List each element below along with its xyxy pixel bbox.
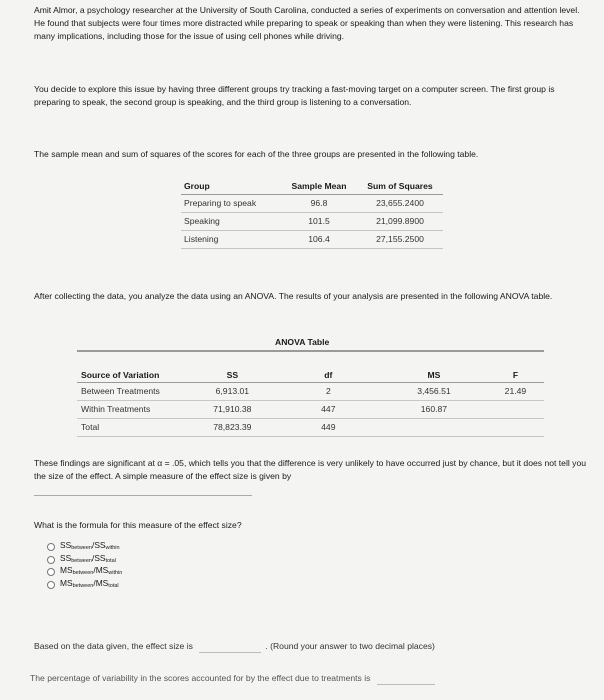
cell-source: Total [77,419,189,437]
intro-text-1: Amit Almor, a psychology researcher at the University of South Carolina, conducted a series of experiments on conversation and attention level. He found that subjects were four times more distracted while preparing to speak or speaking than when they were listening. This research has many implications, including those for the issue of using cell phones while driving. [34,5,580,41]
cell-f: 21.49 [487,383,544,401]
col-df: df [276,351,381,383]
radio-button[interactable] [47,568,55,576]
col-ss: SS [189,351,276,383]
option-label: $SS_{between}/SS_{total}$ [60,552,116,564]
formula-options [47,541,122,591]
cell-source: Between Treatments [77,383,189,401]
cell-group: Listening [181,231,281,249]
radio-button[interactable] [47,581,55,589]
intro-paragraph-3 [34,148,590,161]
cell-ms: 3,456.51 [381,383,487,401]
col-source: Source of Variation [77,351,189,383]
cell-ss: 71,910.38 [189,401,276,419]
cell-ms: 160.87 [381,401,487,419]
table-row [181,231,443,249]
effect-size-measure-dropdown[interactable] [34,485,252,496]
table-row [77,383,544,401]
cell-f [487,401,544,419]
percentage-label: The percentage of variability in the scores accounted for by the effect due to treatments is [30,673,371,683]
table-row [77,401,544,419]
table-row [181,195,443,213]
significance-body: These findings are significant at α = .05, which tells you that the difference is very unlikely to have occurred just by chance, but it does not tell you the size of the effect. A simple measure of the effect size is given by [34,458,587,481]
col-sample-mean: Sample Mean [281,178,357,195]
percentage-input[interactable] [377,673,435,685]
effect-size-input[interactable] [199,641,261,653]
percentage-line [30,672,439,685]
cell-ss: 21,099.8900 [357,213,443,231]
anova-table [77,350,544,437]
option-ms-between-total[interactable] [47,579,122,591]
cell-ss: 78,823.39 [189,419,276,437]
col-group: Group [181,178,281,195]
cell-df: 447 [276,401,381,419]
cell-group: Preparing to speak [181,195,281,213]
option-label: $SS_{between}/SS_{within}$ [60,540,120,551]
effect-size-label: Based on the data given, the effect size is [34,641,193,651]
cell-ss: 27,155.2500 [357,231,443,249]
formula-question: What is the formula for this measure of the effect size? [34,520,242,530]
cell-df: 2 [276,383,381,401]
intro-text-3: The sample mean and sum of squares of the scores for each of the three groups are presented in the following table. [34,149,479,159]
cell-source: Within Treatments [77,401,189,419]
anova-intro-paragraph [34,290,590,303]
effect-size-hint: . (Round your answer to two decimal places) [265,641,435,651]
table-header-row [181,178,443,195]
col-sum-of-squares: Sum of Squares [357,178,443,195]
significance-paragraph [34,457,590,496]
effect-size-line [34,640,435,653]
cell-mean: 101.5 [281,213,357,231]
intro-paragraph-1 [34,4,590,43]
cell-mean: 106.4 [281,231,357,249]
cell-ss: 6,913.01 [189,383,276,401]
option-label: $MS_{between}/MS_{total}$ [60,577,119,589]
cell-ms [381,419,487,437]
group-stats-table [181,178,443,249]
col-f: F [487,351,544,383]
intro-text-2: You decide to explore this issue by having three different groups try tracking a fast-moving target on a computer screen. The first group is preparing to speak, the second group is speaking, and the third group is listening to a conversation. [34,84,555,107]
intro-paragraph-2 [34,83,590,109]
cell-df: 449 [276,419,381,437]
anova-table-title: ANOVA Table [275,337,330,347]
cell-mean: 96.8 [281,195,357,213]
col-ms: MS [381,351,487,383]
table-row [77,419,544,437]
cell-ss: 23,655.2400 [357,195,443,213]
option-label: $MS_{between}/MS_{within}$ [60,565,123,576]
table-row [181,213,443,231]
cell-f [487,419,544,437]
table-header-row [77,351,544,383]
significance-text [34,457,590,483]
cell-group: Speaking [181,213,281,231]
anova-intro-text: After collecting the data, you analyze the data using an ANOVA. The results of your analysis are presented in the following ANOVA table. [34,291,553,301]
radio-button[interactable] [47,543,55,551]
radio-button[interactable] [47,556,55,564]
